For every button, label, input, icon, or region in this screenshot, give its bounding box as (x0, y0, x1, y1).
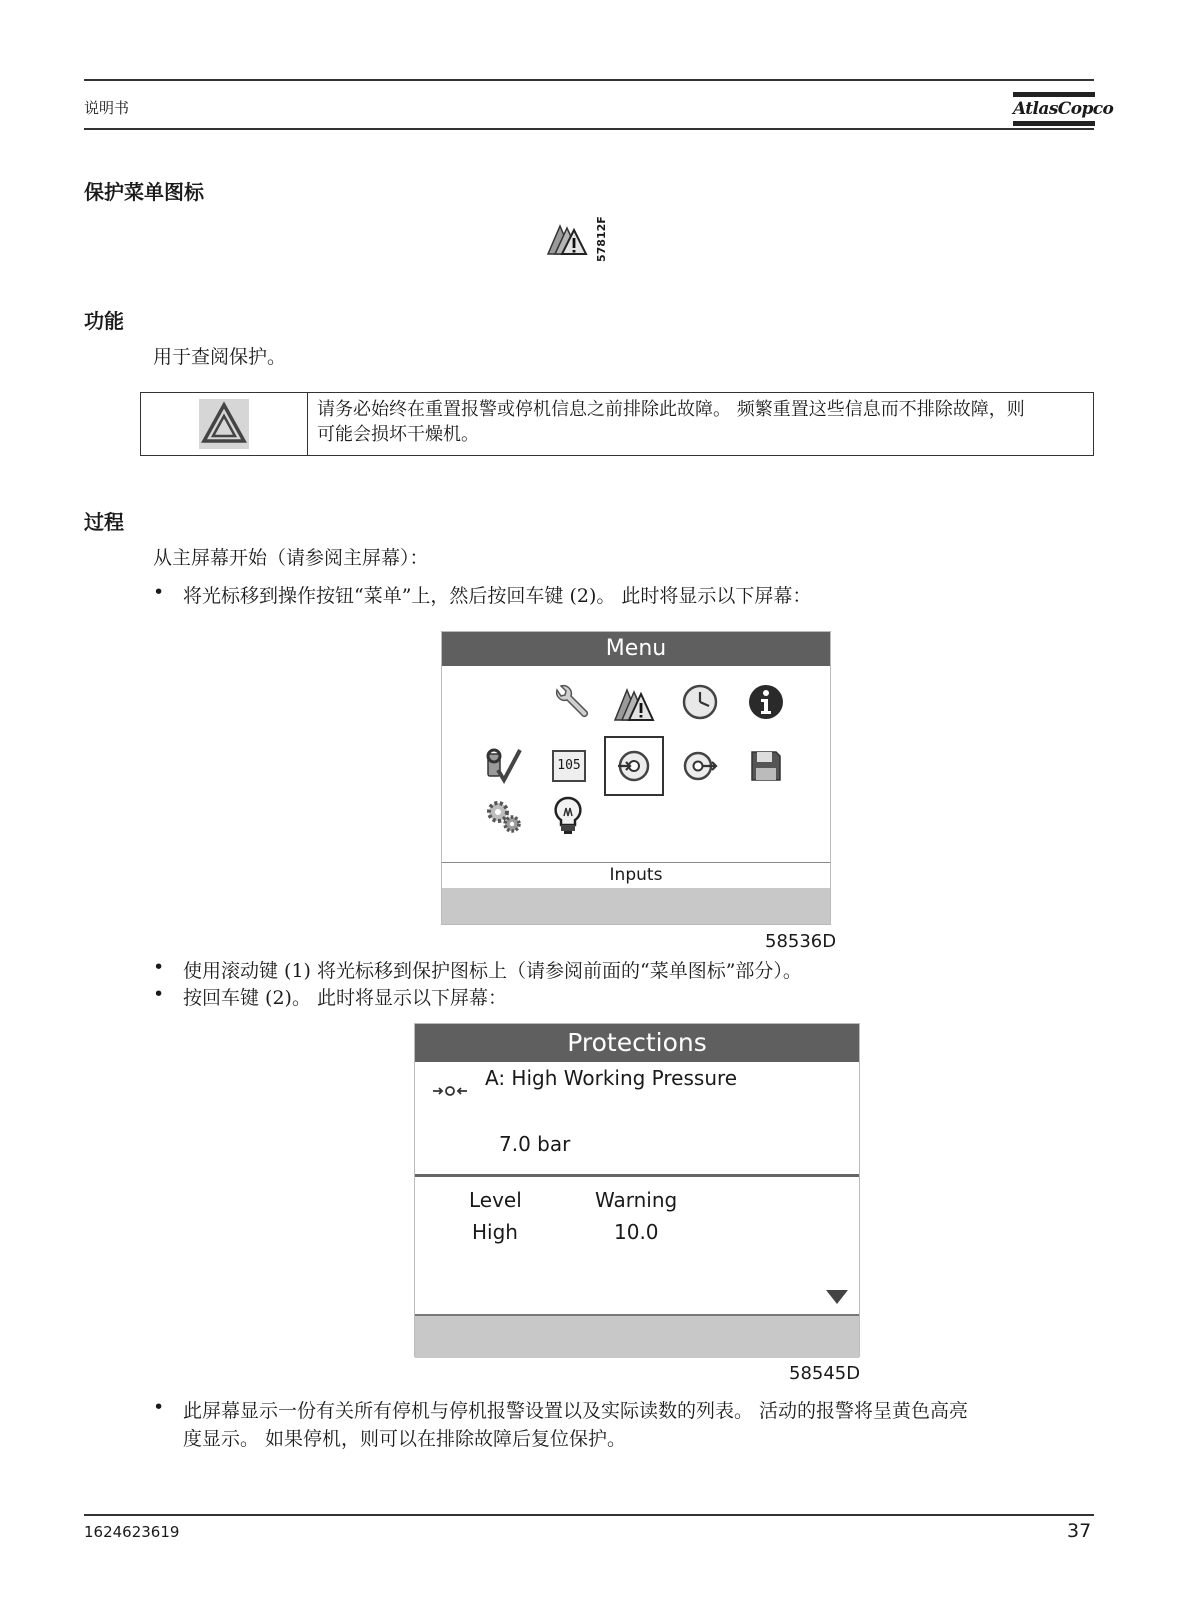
section-heading-procedure: 过程 (84, 510, 124, 534)
lightbulb-icon[interactable] (546, 794, 590, 838)
level-value: High (472, 1220, 518, 1244)
counter-icon[interactable] (552, 750, 586, 782)
wrench-icon[interactable] (549, 680, 593, 724)
function-text: 用于查阅保护。 (153, 346, 287, 368)
menu-figure-id: 58536D (765, 931, 837, 952)
procedure-step-1: 将光标移到操作按钮“菜单”上，然后按回车键 (2)。 此时将显示以下屏幕： (183, 585, 812, 607)
menu-selected-label: Inputs (609, 865, 663, 885)
bullet-symbol-4: • (153, 1396, 165, 1418)
save-icon[interactable] (744, 744, 788, 788)
protections-screen-footer (415, 1314, 859, 1358)
warning-text (317, 397, 1085, 447)
outputs-icon[interactable] (678, 744, 722, 788)
header-rule-bottom (84, 128, 1094, 130)
icon-figure-id: 57812F (595, 216, 608, 262)
scroll-down-triangle-icon[interactable] (825, 1288, 849, 1306)
warning-value[interactable]: 10.0 (614, 1220, 659, 1244)
menu-screen-title: Menu (442, 632, 830, 666)
warning-text-line1: 请务必始终在重置报警或停机信息之前排除此故障。 频繁重置这些信息而不排除故障，则 (317, 399, 1025, 420)
document-number: 1624623619 (84, 1523, 180, 1541)
clock-icon[interactable] (678, 680, 722, 724)
bullet-symbol-1: • (153, 581, 165, 603)
menu-screen (441, 631, 831, 925)
warning-text-line2: 可能会损坏干燥机。 (317, 424, 479, 445)
procedure-step-3: 按回车键 (2)。 此时将显示以下屏幕： (183, 987, 507, 1009)
protection-item-label[interactable]: A: High Working Pressure (485, 1066, 738, 1090)
logo-text: AtlasCopco (1013, 99, 1114, 119)
protection-item-value: 7.0 bar (499, 1132, 571, 1156)
document-title: 说明书 (84, 99, 130, 117)
warning-header: Warning (595, 1188, 678, 1212)
settings-gears-icon[interactable] (482, 794, 526, 838)
logo-bar-top (1013, 92, 1095, 97)
pressure-sensor-icon (431, 1084, 469, 1098)
warning-triangle-icon (199, 399, 249, 449)
protections-divider (415, 1174, 859, 1177)
menu-selection-frame[interactable] (604, 736, 664, 796)
page-number: 37 (1067, 1520, 1092, 1542)
bullet-symbol-3: • (153, 983, 165, 1005)
info-icon[interactable] (744, 680, 788, 724)
section-heading-icon: 保护菜单图标 (84, 180, 204, 204)
atlas-copco-logo (1013, 90, 1114, 128)
bullet-symbol-2: • (153, 956, 165, 978)
counter-value: 105 (557, 758, 581, 773)
logo-bar-bottom (1013, 121, 1095, 126)
protection-warning-triangles-icon (546, 220, 590, 258)
header-rule-top (84, 79, 1094, 81)
protection-icon[interactable] (613, 680, 657, 724)
section-heading-function: 功能 (84, 309, 124, 333)
inputs-icon[interactable] (612, 744, 656, 788)
procedure-intro: 从主屏幕开始（请参阅主屏幕）： (153, 547, 429, 569)
footer-rule (84, 1514, 1094, 1516)
protections-figure-id: 58545D (789, 1363, 861, 1384)
menu-screen-footer (442, 888, 830, 924)
checklist-icon[interactable] (482, 744, 526, 788)
level-header: Level (469, 1188, 522, 1212)
menu-divider (442, 862, 830, 863)
warning-box (140, 392, 1094, 456)
procedure-step-2: 使用滚动键 (1) 将光标移到保护图标上（请参阅前面的“菜单图标”部分）。 (183, 960, 802, 982)
procedure-step-4-line2: 度显示。 如果停机，则可以在排除故障后复位保护。 (183, 1428, 627, 1450)
protections-screen (414, 1023, 860, 1357)
protections-screen-title: Protections (415, 1024, 859, 1062)
procedure-step-4-line1: 此屏幕显示一份有关所有停机与停机报警设置以及实际读数的列表。 活动的报警将呈黄色高亮 (183, 1400, 969, 1422)
warning-icon-cell (141, 393, 308, 455)
